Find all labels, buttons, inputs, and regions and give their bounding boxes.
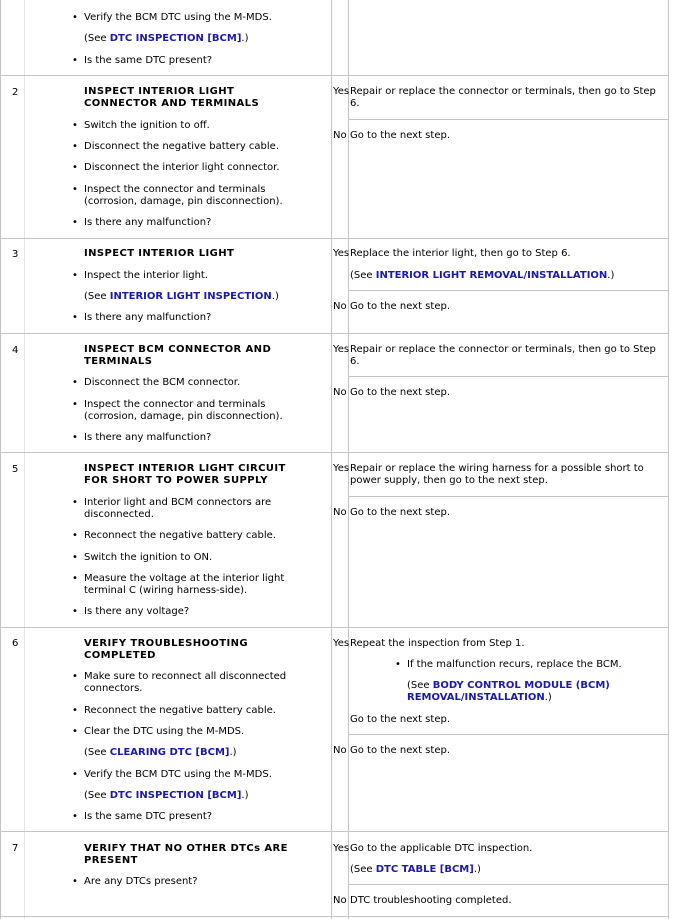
list-item: • Make sure to reconnect all disconnected connectors. xyxy=(84,671,299,695)
table-border-bottom xyxy=(0,916,669,917)
step-title: INSPECT BCM CONNECTOR AND TERMINALS xyxy=(84,344,272,367)
list-item: • If the malfunction recurs, replace the BCM. xyxy=(407,659,622,671)
list-item: • Is there any malfunction? xyxy=(84,432,320,444)
yes-label: Yes xyxy=(333,843,350,854)
list-item: • Clear the DTC using the M-MDS. xyxy=(84,726,320,738)
no-label: No xyxy=(333,745,347,756)
list-item: • Measure the voltage at the interior light terminal C (wiring harness-side). xyxy=(84,573,299,597)
list-item: • Is the same DTC present? xyxy=(84,811,320,823)
list-item: • Are any DTCs present? xyxy=(84,876,320,888)
no-action: Go to the next step. xyxy=(350,507,450,518)
yes-action: Repair or replace the connector or terminals, then go to Step 6. xyxy=(350,344,656,367)
list-item: • Reconnect the negative battery cable. xyxy=(84,705,320,717)
list-item: • Is the same DTC present? xyxy=(84,55,320,67)
step-number: 2 xyxy=(12,87,19,98)
list-item: • Inspect the connector and terminals (corrosion, damage, pin disconnection). xyxy=(84,184,299,208)
step-title: VERIFY THAT NO OTHER DTCs ARE PRESENT xyxy=(84,843,288,866)
row-divider xyxy=(0,452,669,453)
step-title: INSPECT INTERIOR LIGHT CONNECTOR AND TERMINALS xyxy=(84,86,260,109)
list-item: • Interior light and BCM connectors are disconnected. xyxy=(84,497,299,521)
row-divider xyxy=(349,290,669,291)
no-label: No xyxy=(333,507,347,518)
no-action: Go to the next step. xyxy=(350,387,450,398)
list-item: • Switch the ignition to off. xyxy=(84,120,320,132)
no-label: No xyxy=(333,895,347,906)
row-divider xyxy=(349,119,669,120)
yes-label: Yes xyxy=(333,86,350,97)
column-divider xyxy=(348,0,349,919)
reference-text: (See INTERIOR LIGHT INSPECTION.) xyxy=(84,291,279,302)
yes-action: Repair or replace the connector or terminals, then go to Step 6. xyxy=(350,86,656,109)
no-label: No xyxy=(333,130,347,141)
dtc-inspection-link[interactable]: DTC INSPECTION [BCM] xyxy=(109,790,242,801)
step-title: INSPECT INTERIOR LIGHT xyxy=(84,248,235,259)
column-divider xyxy=(331,0,332,919)
list-item: • Verify the BCM DTC using the M-MDS. xyxy=(84,769,320,781)
interior-light-removal-link[interactable]: INTERIOR LIGHT REMOVAL/INSTALLATION xyxy=(375,270,608,281)
yes-action: Replace the interior light, then go to Step 6. xyxy=(350,248,571,259)
table-border-left xyxy=(0,0,1,919)
step-title: VERIFY TROUBLESHOOTING COMPLETED xyxy=(84,638,249,661)
row-divider xyxy=(0,831,669,832)
list-item: • Switch the ignition to ON. xyxy=(84,552,320,564)
reference-text: (See BODY CONTROL MODULE (BCM) REMOVAL/INSTALLATION.) xyxy=(407,680,610,703)
reference-text: (See INTERIOR LIGHT REMOVAL/INSTALLATION.) xyxy=(350,270,615,281)
row-divider xyxy=(0,75,669,76)
list-item: • Disconnect the interior light connector. xyxy=(84,162,320,174)
list-item: • Reconnect the negative battery cable. xyxy=(84,530,320,542)
list-item: • Disconnect the BCM connector. xyxy=(84,377,320,389)
list-item: • Is there any voltage? xyxy=(84,606,320,618)
reference-text: (See CLEARING DTC [BCM].) xyxy=(84,747,237,758)
list-item: • Inspect the connector and terminals (corrosion, damage, pin disconnection). xyxy=(84,399,299,423)
yes-action: Go to the applicable DTC inspection. xyxy=(350,843,533,854)
list-item: • Inspect the interior light. xyxy=(84,270,320,282)
list-item: • Is there any malfunction? xyxy=(84,217,320,229)
yes-action-followup: Go to the next step. xyxy=(350,714,450,725)
row-divider xyxy=(0,333,669,334)
bcm-removal-link[interactable]: BODY CONTROL MODULE (BCM) REMOVAL/INSTALLATION xyxy=(407,680,610,703)
no-action: Go to the next step. xyxy=(350,301,450,312)
list-item: • Disconnect the negative battery cable. xyxy=(84,141,320,153)
row-divider xyxy=(0,627,669,628)
step-number: 5 xyxy=(12,464,19,475)
no-label: No xyxy=(333,387,347,398)
no-action: DTC troubleshooting completed. xyxy=(350,895,512,906)
column-divider xyxy=(24,0,25,919)
row-divider xyxy=(349,884,669,885)
dtc-inspection-link[interactable]: DTC INSPECTION [BCM] xyxy=(109,33,242,44)
no-action: Go to the next step. xyxy=(350,745,450,756)
row-divider xyxy=(349,496,669,497)
list-item: • Verify the BCM DTC using the M-MDS. xyxy=(84,12,320,24)
row-divider xyxy=(349,734,669,735)
yes-label: Yes xyxy=(333,463,350,474)
list-item: • Is there any malfunction? xyxy=(84,312,320,324)
clearing-dtc-link[interactable]: CLEARING DTC [BCM] xyxy=(109,747,230,758)
step-number: 4 xyxy=(12,345,19,356)
yes-label: Yes xyxy=(333,344,350,355)
yes-action: Repeat the inspection from Step 1. xyxy=(350,638,525,649)
no-label: No xyxy=(333,301,347,312)
row-divider xyxy=(0,238,669,239)
step-number: 7 xyxy=(12,843,19,854)
yes-action: Repair or replace the wiring harness for a possible short to power supply, then go to the next step. xyxy=(350,463,644,486)
step-number: 3 xyxy=(12,249,19,260)
reference-text: (See DTC INSPECTION [BCM].) xyxy=(84,790,249,801)
no-action: Go to the next step. xyxy=(350,130,450,141)
reference-text: (See DTC INSPECTION [BCM].) xyxy=(84,33,249,44)
row-divider xyxy=(349,376,669,377)
step-number: 6 xyxy=(12,638,19,649)
interior-light-inspection-link[interactable]: INTERIOR LIGHT INSPECTION xyxy=(109,291,272,302)
yes-label: Yes xyxy=(333,248,350,259)
table-border-right xyxy=(668,0,669,919)
dtc-table-link[interactable]: DTC TABLE [BCM] xyxy=(375,864,474,875)
reference-text: (See DTC TABLE [BCM].) xyxy=(350,864,481,875)
yes-label: Yes xyxy=(333,638,350,649)
step-title: INSPECT INTERIOR LIGHT CIRCUIT FOR SHORT TO POWER SUPPLY xyxy=(84,463,286,486)
